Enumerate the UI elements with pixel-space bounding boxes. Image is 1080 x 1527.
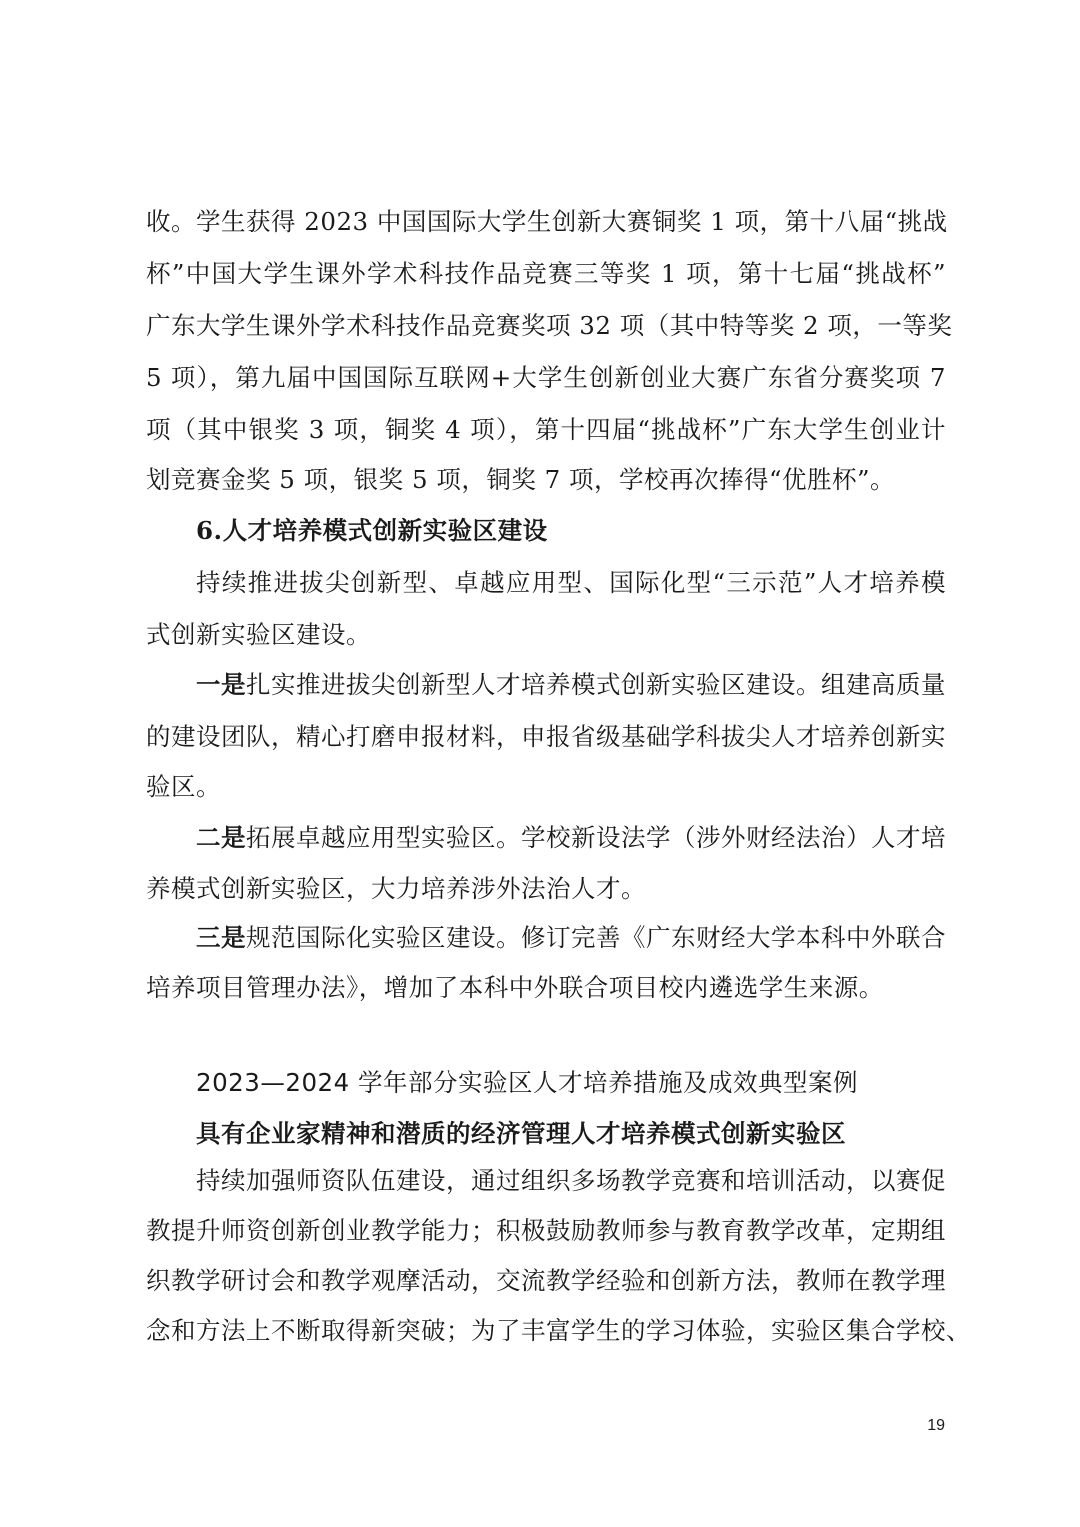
body-text-line: 验区。 (146, 772, 221, 801)
body-text-line: 持续加强师资队伍建设，通过组织多场教学竞赛和培训活动，以赛促 (196, 1166, 946, 1195)
body-text-line: 的建设团队，精心打磨申报材料，申报省级基础学科拔尖人才培养创新实 (146, 722, 946, 751)
body-text-line: 杯”中国大学生课外学术科技作品竞赛三等奖 1 项，第十七届“挑战杯” (146, 259, 946, 288)
body-text-line: 收。学生获得 2023 中国国际大学生创新大赛铜奖 1 项，第十八届“挑战 (146, 207, 948, 236)
item-text: 扎实推进拔尖创新型人才培养模式创新实验区建设。组建高质量 (246, 670, 946, 699)
body-text-line: 广东大学生课外学术科技作品竞赛奖项 32 项（其中特等奖 2 项，一等奖 (146, 311, 953, 340)
body-text-line: 教提升师资创新创业教学能力；积极鼓励教师参与教育教学改革，定期组 (146, 1216, 946, 1245)
body-text-line: 念和方法上不断取得新突破；为了丰富学生的学习体验，实验区集合学校、 (146, 1316, 971, 1345)
item-first-line (196, 821, 946, 855)
case-subtitle: 具有企业家精神和潜质的经济管理人才培养模式创新实验区 (196, 1119, 846, 1148)
body-text-line: 5 项），第九届中国国际互联网+大学生创新创业大赛广东省分赛奖项 7 (146, 363, 946, 392)
item-first-line (196, 921, 946, 955)
body-text-line: 养模式创新实验区，大力培养涉外法治人才。 (146, 874, 646, 903)
page-number: 19 (927, 1417, 945, 1434)
item-text: 拓展卓越应用型实验区。学校新设法学（涉外财经法治）人才培 (246, 823, 946, 852)
item-text: 规范国际化实验区建设。修订完善《广东财经大学本科中外联合 (246, 923, 946, 952)
case-title: 2023—2024 学年部分实验区人才培养措施及成效典型案例 (196, 1068, 858, 1097)
item-first-line (196, 668, 946, 702)
item-lead: 二是 (196, 823, 246, 852)
body-text-line: 项（其中银奖 3 项，铜奖 4 项），第十四届“挑战杯”广东大学生创业计 (146, 415, 946, 444)
item-lead: 三是 (196, 923, 246, 952)
body-text-line: 持续推进拔尖创新型、卓越应用型、国际化型“三示范”人才培养模 (196, 568, 946, 597)
body-text-line: 培养项目管理办法》，增加了本科中外联合项目校内遴选学生来源。 (146, 973, 884, 1002)
body-text-line: 式创新实验区建设。 (146, 620, 371, 649)
item-lead: 一是 (196, 670, 246, 699)
body-text-line: 划竞赛金奖 5 项，银奖 5 项，铜奖 7 项，学校再次捧得“优胜杯”。 (146, 465, 896, 494)
body-text-line: 织教学研讨会和教学观摩活动，交流教学经验和创新方法，教师在教学理 (146, 1266, 946, 1295)
section-heading: 6.人才培养模式创新实验区建设 (196, 516, 548, 545)
